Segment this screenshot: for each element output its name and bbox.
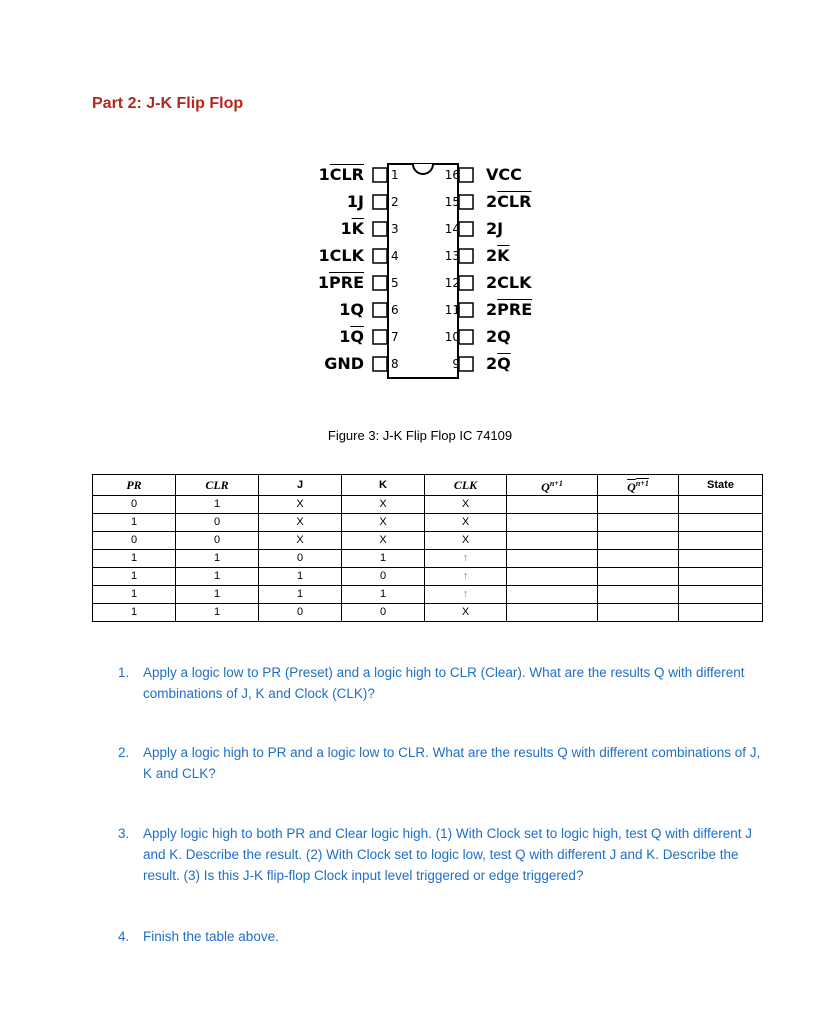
question-text: Apply a logic high to PR and a logic low to CLR. What are the results Q with different combinations of J, K and CLK?: [143, 745, 761, 781]
pin-label-right: 2CLK: [486, 273, 532, 292]
pin-label-left: $1\overline{CLR}$: [318, 165, 364, 184]
table-cell: [507, 496, 598, 514]
col-header-clr: CLR: [176, 475, 259, 496]
question-number: 1.: [118, 665, 130, 680]
table-cell: X: [425, 532, 507, 550]
pin-label-left: $1\overline{K}$: [340, 219, 364, 238]
table-cell: [598, 550, 679, 568]
table-cell: [679, 550, 763, 568]
table-cell: [598, 604, 679, 622]
table-cell: X: [259, 496, 342, 514]
pin-label-right: $2\overline{K}$: [486, 246, 510, 265]
pin-number-right: 12: [444, 276, 460, 290]
pin-number-left: 8: [391, 357, 399, 371]
question-item: [118, 742, 763, 784]
pin-label-right: 2J: [486, 219, 504, 238]
pin-number-left: 1: [391, 168, 399, 182]
table-cell: 0: [259, 604, 342, 622]
table-cell: X: [259, 514, 342, 532]
pin-number-left: 4: [391, 249, 399, 263]
table-cell: 1: [93, 568, 176, 586]
figure-caption: Figure 3: J-K Flip Flop IC 74109: [327, 428, 513, 443]
pin-number-right: 13: [444, 249, 460, 263]
table-cell: 1: [176, 496, 259, 514]
table-row: [93, 568, 763, 586]
table-cell: [507, 532, 598, 550]
question-item: [118, 926, 763, 947]
col-header-q-next: $Q^{n+1}$: [507, 475, 598, 496]
pin-number-right: 9: [452, 357, 460, 371]
table-cell: [598, 568, 679, 586]
table-cell: X: [425, 604, 507, 622]
col-header-j: J: [259, 475, 342, 496]
pin-label-left: 1CLK: [318, 246, 364, 265]
pin-number-left: 7: [391, 330, 399, 344]
table-row: [93, 550, 763, 568]
question-text: Finish the table above.: [143, 929, 279, 944]
table-cell: X: [425, 496, 507, 514]
table-cell: 0: [342, 604, 425, 622]
pin-label-left: 1Q: [339, 300, 364, 319]
pin-number-left: 5: [391, 276, 399, 290]
table-cell: [507, 586, 598, 604]
pin-label-left: $1\overline{Q}$: [339, 327, 364, 346]
table-cell: 1: [93, 604, 176, 622]
table-cell: 0: [259, 550, 342, 568]
pin-label-right: VCC: [486, 165, 522, 184]
pin-number-right: 16: [444, 168, 460, 182]
table-cell: 1: [176, 604, 259, 622]
table-cell: 1: [93, 586, 176, 604]
table-cell: 1: [176, 586, 259, 604]
table-cell: 1: [259, 586, 342, 604]
question-number: 4.: [118, 929, 130, 944]
pin-label-left: 1J: [346, 192, 364, 211]
table-cell: 0: [93, 532, 176, 550]
table-cell: [598, 586, 679, 604]
table-row: [93, 514, 763, 532]
table-cell: [507, 550, 598, 568]
pin-label-right: $2\overline{PRE}$: [486, 300, 533, 319]
section-heading: Part 2: J-K Flip Flop: [92, 95, 244, 112]
pin-number-left: 2: [391, 195, 399, 209]
table-cell: 1: [176, 568, 259, 586]
table-cell: 1: [342, 550, 425, 568]
table-cell: [679, 532, 763, 550]
pin-number-left: 3: [391, 222, 399, 236]
table-header-row: [93, 475, 763, 496]
pin-number-left: 6: [391, 303, 399, 317]
table-cell: [679, 604, 763, 622]
table-cell: 0: [176, 532, 259, 550]
pin-label-right: $2\overline{Q}$: [486, 354, 511, 373]
table-cell: [598, 514, 679, 532]
pin-number-right: 11: [444, 303, 460, 317]
pin-number-right: 14: [444, 222, 460, 236]
pin-label-left: $1\overline{PRE}$: [317, 273, 364, 292]
question-text: Apply a logic low to PR (Preset) and a logic high to CLR (Clear). What are the results Q with different combinations of J, K and Clock (CLK)?: [143, 665, 745, 701]
pin-number-right: 10: [444, 330, 460, 344]
question-number: 2.: [118, 745, 130, 760]
table-cell: [679, 514, 763, 532]
col-header-pr: PR: [93, 475, 176, 496]
table-cell: 1: [176, 550, 259, 568]
table-cell: [598, 496, 679, 514]
table-cell: ↑: [425, 550, 507, 568]
table-cell: X: [342, 496, 425, 514]
pin-label-right: 2Q: [486, 327, 511, 346]
table-row: [93, 586, 763, 604]
pin-number-right: 15: [444, 195, 460, 209]
table-cell: ↑: [425, 568, 507, 586]
table-cell: X: [342, 514, 425, 532]
pin-label-left: GND: [324, 354, 364, 373]
table-row: [93, 532, 763, 550]
table-cell: X: [259, 532, 342, 550]
table-row: [93, 604, 763, 622]
table-cell: [507, 568, 598, 586]
table-cell: ↑: [425, 586, 507, 604]
table-cell: 1: [93, 514, 176, 532]
truth-table-body: [93, 496, 763, 622]
table-cell: X: [425, 514, 507, 532]
question-item: [118, 662, 763, 704]
left-pin-boxes: [373, 168, 387, 371]
table-cell: 1: [342, 586, 425, 604]
table-cell: 1: [93, 550, 176, 568]
right-pin-boxes: [459, 168, 473, 371]
col-header-state: State: [679, 475, 763, 496]
table-cell: X: [342, 532, 425, 550]
table-row: [93, 496, 763, 514]
table-cell: [598, 532, 679, 550]
col-header-k: K: [342, 475, 425, 496]
table-cell: 0: [176, 514, 259, 532]
pin-label-right: $2\overline{CLR}$: [486, 192, 532, 211]
table-cell: 1: [259, 568, 342, 586]
table-cell: 0: [93, 496, 176, 514]
table-cell: [679, 586, 763, 604]
table-cell: [679, 496, 763, 514]
question-text: Apply logic high to both PR and Clear logic high. (1) With Clock set to logic high, test Q with different J and K. Describe the result. (2) With Clock set to logic low, test Q with different J and K. Describe the result. (3) Is this J-K flip-flop Clock input level triggered or edge triggered?: [143, 826, 753, 883]
col-header-clk: CLK: [425, 475, 507, 496]
question-item: [118, 823, 763, 886]
truth-table: [92, 474, 763, 622]
ic-74109-diagram: [280, 160, 550, 390]
table-cell: [507, 514, 598, 532]
col-header-qbar-next: $Q^{n+1}$: [598, 475, 679, 496]
table-cell: [507, 604, 598, 622]
table-cell: 0: [342, 568, 425, 586]
question-number: 3.: [118, 826, 130, 841]
table-cell: [679, 568, 763, 586]
